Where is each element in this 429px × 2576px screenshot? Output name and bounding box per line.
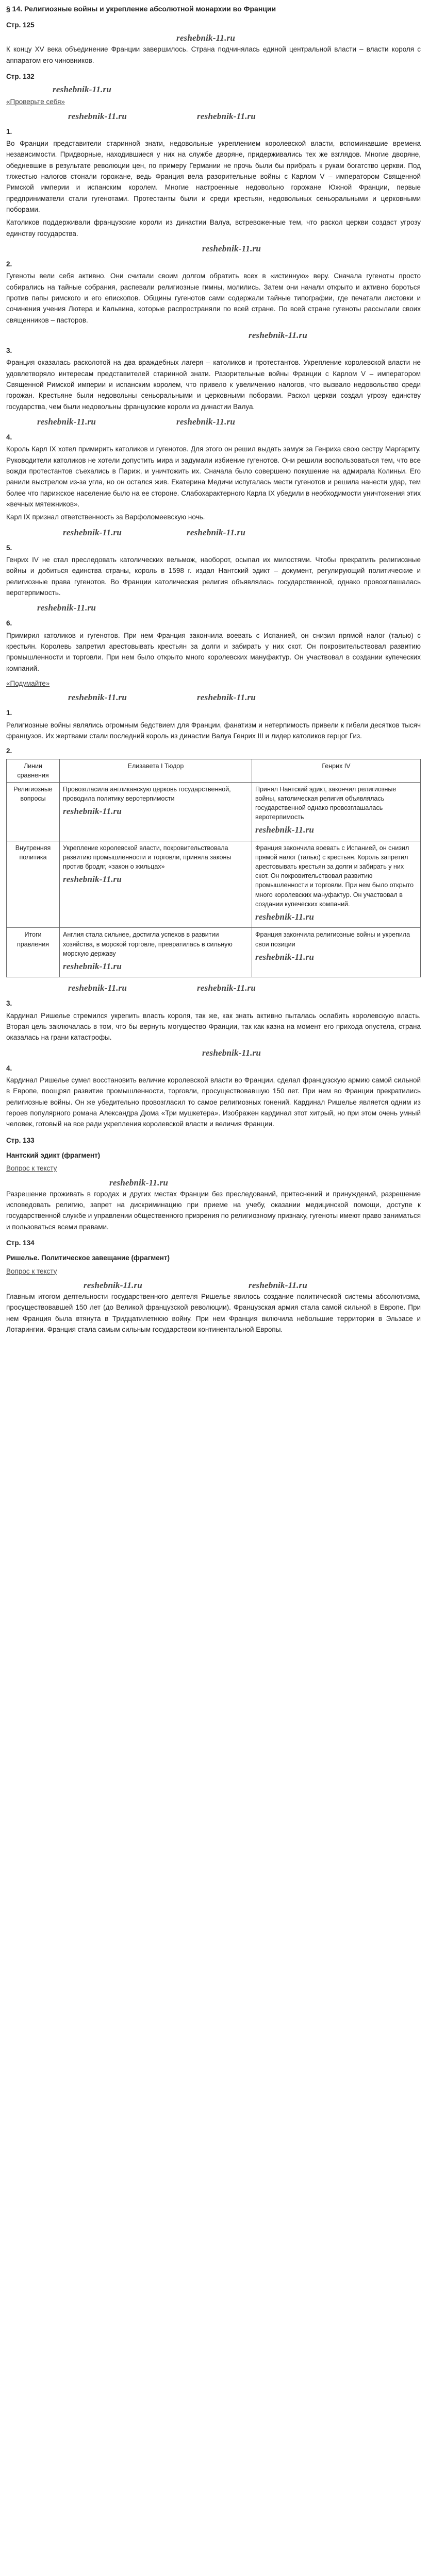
table-row <box>7 782 421 841</box>
answer-paragraph: Генрих IV не стал преследовать католических вельмож, наоборот, осыпал их милостями. Чтобы прекратить религиозные войны и добиться единства страны, король в 1598 г. издал Нантский эдикт – документ, регулирующий политические и религиозные права гугенотов. Во Франции католическая религия объявлялась государственной, однако провозглашалась веротерпимость. <box>6 555 421 597</box>
question-to-text-link[interactable]: Вопрос к тексту <box>6 1267 57 1275</box>
table-cell-elizabeth <box>60 841 252 928</box>
answer-item <box>6 691 421 741</box>
table-cell-elizabeth <box>60 782 252 841</box>
answer-item <box>6 1046 421 1130</box>
answer-paragraph: Кардинал Ришелье стремился укрепить власть короля, так же, как знать активно пыталась ослабить королевскую власть. Вторая цель заключалась в том, что бы вернуть могущество Франции, так как казна на момент его прихода опустела, страна оказалась на грани катастрофы. <box>6 1011 421 1042</box>
answer-paragraph: Католиков поддерживали французские короли из династии Валуа, встревоженные тем, что раскол церкви создаст угрозу единству государства. <box>6 218 421 238</box>
paragraph-133: Разрешение проживать в городах и других местах Франции без преследований, притеснений и принуждений, разрешение исповедовать религию, запрет на дискриминацию при приеме на учебу, оказании медицинской помощи, доступе к государственной службе и управлении общественного призрения по религиозному признаку, гугеноты имеют право заниматься и пользоваться всеми правами. <box>6 1190 421 1231</box>
question-number: 3. <box>6 999 12 1008</box>
watermark-row <box>6 1279 421 1291</box>
table-header-henri: Генрих IV <box>252 759 421 782</box>
answer-paragraph: Карл IX признал ответственность за Варфоломеевскую ночь. <box>6 513 205 521</box>
question-number: 2. <box>6 747 12 755</box>
watermark: reshebnik-11.ru <box>37 416 96 427</box>
answer-item <box>6 601 421 674</box>
table-cell-henri-text: Франция закончила религиозные войны и укрепила свои позиции <box>255 931 410 948</box>
watermark: reshebnik-11.ru <box>255 911 314 922</box>
watermark-row <box>6 329 421 341</box>
page-ref-125: Стр. 125 <box>6 21 35 29</box>
question-number: 4. <box>6 1064 12 1072</box>
table-cell-line-text: Внутренняя политика <box>15 844 51 861</box>
answer-item <box>6 329 421 412</box>
watermark: reshebnik-11.ru <box>63 961 122 971</box>
watermark: reshebnik-11.ru <box>53 84 111 95</box>
table-cell-line-text: Религиозные вопросы <box>13 785 53 802</box>
question-number: 6. <box>6 619 12 628</box>
page-ref-133: Стр. 133 <box>6 1136 35 1144</box>
page-title: § 14. Религиозные войны и укрепление абсолютной монархии во Франции <box>6 5 276 13</box>
table-cell-line <box>7 841 60 928</box>
answer-paragraph: Король Карл IX хотел примирить католиков и гугенотов. Для этого он решил выдать замуж за Генриха свою сестру Маргариту. Руководители католиков не хотели допустить мира и задумали избиение гугенотов. Они решили воспользоваться тем, что все вожди протестантов съехались в Париж, и уничтожить их. Сначала было совершено покушение на адмирала Колиньи. Его ранили выстрелом из-за угла, но он остался жив. Екатерина Медичи испугалась мести гугенотов и решила нанести удар, тем более что парижское население было на ее стороне. Слабохарактерного Карла IX убедили в необходимости уничтожения этих «вечных мятежников». <box>6 445 421 508</box>
question-number: 3. <box>6 347 12 354</box>
answer-paragraph: Гугеноты вели себя активно. Они считали своим долгом обратить всех в «истинную» веру. Сначала гугеноты просто собирались на тайные собрания, распевали религиозные гимны, молились. Затем они начали открыто и активно бороться против папы римского и его епископов. Общины гугенотов сами содержали тайные типографии, где печатали листовки и сочинения учения Лютера и Кальвина, которые распространяли по всей стране. По всей стране гугеноты рассылали своих священников – пасторов. <box>6 272 421 324</box>
answer-paragraph: Кардинал Ришелье сумел восстановить величие королевской власти во Франции, сделал французскую армию самой сильной в Европе, поощрял развитие промышленности, торговли, просуществовавшую 150 лет. При нем во Франции прекратились религиозные войны. Он же убедительно провозгласил то самое религиозных гонений. Кардинал Ришелье является одним из героев популярного романа Александра Дюма «Три мушкетера». Изображен кардинал этот хитрый, но при этом очень умный человек, готовый на все ради укрепления королевской власти и величия Франции. <box>6 1076 421 1128</box>
question-number: 1. <box>6 709 12 717</box>
watermark-row <box>6 83 421 95</box>
think-answers-list <box>6 691 421 741</box>
document-title: Нантский эдикт (фрагмент) <box>6 1151 101 1160</box>
question-to-text-link[interactable]: Вопрос к тексту <box>6 1164 57 1173</box>
answer-item <box>6 526 421 599</box>
table-cell-elizabeth-text: Провозгласила англиканскую церковь государственной, проводила политику веротерпимости <box>63 785 231 802</box>
table-cell-henri <box>252 928 421 977</box>
table-cell-henri-text: Принял Нантский эдикт, закончил религиозные войны, католическая религия объявлялась государственной однако провозглашалась веротерпимость <box>255 785 397 821</box>
watermark-row <box>6 31 421 44</box>
watermark: reshebnik-11.ru <box>249 330 307 340</box>
watermark: reshebnik-11.ru <box>109 1177 168 1188</box>
table-cell-elizabeth-text: Укрепление королевской власти, покровительствовала развитию промышленности и торговли, приняла законы против бродяг, «закон о жильцах» <box>63 844 232 871</box>
watermark: reshebnik-11.ru <box>202 244 261 254</box>
watermark-row <box>6 981 421 994</box>
watermark-row <box>6 526 421 538</box>
question-number: 4. <box>6 433 12 441</box>
table-cell-henri <box>252 841 421 928</box>
table-cell-line <box>7 782 60 841</box>
watermark-row <box>6 242 421 255</box>
think-link[interactable]: «Подумайте» <box>6 679 50 687</box>
answer-item <box>6 415 421 523</box>
answers-list-2 <box>6 981 421 1129</box>
watermark: reshebnik-11.ru <box>63 527 122 537</box>
answer-item <box>6 981 421 1043</box>
table-header-lines: Линии сравнения <box>7 759 60 782</box>
watermark-row <box>6 415 421 428</box>
watermark: reshebnik-11.ru <box>197 111 256 121</box>
watermark: reshebnik-11.ru <box>255 952 314 962</box>
paragraph-125: К концу XV века объединение Франции завершилось. Страна подчинялась единой центральной власти – власти короля с аппаратом его чиновников. <box>6 45 421 64</box>
table-header-row <box>7 759 421 782</box>
watermark: reshebnik-11.ru <box>176 416 235 427</box>
answer-paragraph: Примирил католиков и гугенотов. При нем Франция закончила воевать с Испанией, он снизил прямой налог (талью) с крестьян. Королевь запретил арестовывать крестьян за долги и забирать у них скот. Он покровительствовал развитию промышленности и торговли. При нем было открыто много королевских мануфактур. Он участвовал в создании купеческих компаний. <box>6 631 421 672</box>
watermark: reshebnik-11.ru <box>202 1047 261 1058</box>
answer-paragraph: Религиозные войны являлись огромным бедствием для Франции, фанатизм и нетерпимость привели к гибели десятков тысяч французов. Их жертвами стали последний король из династии Валуа Генрих III и лидер католиков герцог Гиз. <box>6 721 421 740</box>
page-ref-134: Стр. 134 <box>6 1239 35 1247</box>
watermark-row <box>6 1176 421 1189</box>
answers-list <box>6 110 421 674</box>
page-ref-132: Стр. 132 <box>6 73 35 81</box>
question-number: 1. <box>6 127 12 135</box>
watermark-row <box>6 110 421 122</box>
watermark: reshebnik-11.ru <box>197 983 256 993</box>
check-yourself-link[interactable]: «Проверьте себя» <box>6 98 65 106</box>
table-cell-elizabeth <box>60 928 252 977</box>
watermark: reshebnik-11.ru <box>68 983 127 993</box>
table-row <box>7 928 421 977</box>
watermark: reshebnik-11.ru <box>63 874 122 885</box>
watermark: reshebnik-11.ru <box>63 806 122 817</box>
answer-item <box>6 110 421 239</box>
watermark: reshebnik-11.ru <box>249 1280 307 1290</box>
watermark-row <box>6 1046 421 1059</box>
watermark: reshebnik-11.ru <box>68 111 127 121</box>
watermark: reshebnik-11.ru <box>197 692 256 703</box>
table-cell-line-text: Итоги правления <box>17 931 49 948</box>
watermark: reshebnik-11.ru <box>255 825 314 835</box>
watermark: reshebnik-11.ru <box>84 1280 142 1290</box>
paragraph-134: Главным итогом деятельности государственного деятеля Ришелье явилось создание политической системы абсолютизма, просуществовавшей 150 лет (до Великой французской революции). Французская армия стала самой сильной в Европе. При нем Франция была втянута в Тридцатилетнюю войну. При нем Франция включила небольшие территории в Эльзасе и Лотарингии. Франция стала самым сильным государством континентальной Европы. <box>6 1293 421 1333</box>
table-cell-line <box>7 928 60 977</box>
answer-item <box>6 242 421 326</box>
answer-paragraph: Франция оказалась расколотой на два враждебных лагеря – католиков и протестантов. Укрепление королевской власти не удовлетворяло интересам представителей старинной знати. Разорительные войны Франции с Карлом V – императором Священной Римской империи и испанским королем, что привело к увеличению налогов, что вызвало недовольство среди горожан. Крестьяне были недовольны сеньоральными и церковными поборами. Раскол церкви создал угрозу единству государства, чем были недовольны французские короли из династии Валуа. <box>6 359 421 411</box>
watermark-row <box>6 691 421 703</box>
question-number: 2. <box>6 260 12 268</box>
watermark-row <box>6 601 421 614</box>
watermark: reshebnik-11.ru <box>68 692 127 703</box>
question-number: 5. <box>6 544 12 552</box>
table-cell-henri <box>252 782 421 841</box>
watermark: reshebnik-11.ru <box>176 33 235 43</box>
table-header-elizabeth: Елизавета I Тюдор <box>60 759 252 782</box>
document-title: Ришелье. Политическое завещание (фрагмент) <box>6 1254 170 1262</box>
comparison-table <box>6 759 421 978</box>
answer-paragraph: Во Франции представители старинной знати, недовольные укреплением королевской власти, вспоминавшие времена независимости. Придворные, находившиеся у них на службе дворяне, придерживались тех же взглядов. Многие дворяне, обедневшие в результате революции цен, по примеру Германии не прочь были бы прибрать к рукам богатство церкви. Под тяжестью налогов стонали горожане, ведь Франция вела разорительные войны с Карлом V – императором Священной Римской империи и испанским королем. Многие настроенные недовольно горожане Южной Франции, первые предприниматели стали гугенотами. Протестанты были и среди крестьян, недовольных сеньоральными и церковными поборами. <box>6 140 421 214</box>
table-cell-henri-text: Франция закончила воевать с Испанией, он снизил прямой налог (талью) с крестьян. Король запретил арестовывать крестьян за долги и забирать у них скот. Он покровительствовал развитию промышленности и торговли. При нем было открыто много королевских мануфактур. Он участвовал в создании купеческих компаний. <box>255 844 414 908</box>
watermark: reshebnik-11.ru <box>187 527 245 537</box>
watermark: reshebnik-11.ru <box>37 603 96 613</box>
table-cell-elizabeth-text: Англия стала сильнее, достигла успехов в развитии хозяйства, в морской торговле, превратилась в сильную морскую державу <box>63 931 233 957</box>
table-row <box>7 841 421 928</box>
